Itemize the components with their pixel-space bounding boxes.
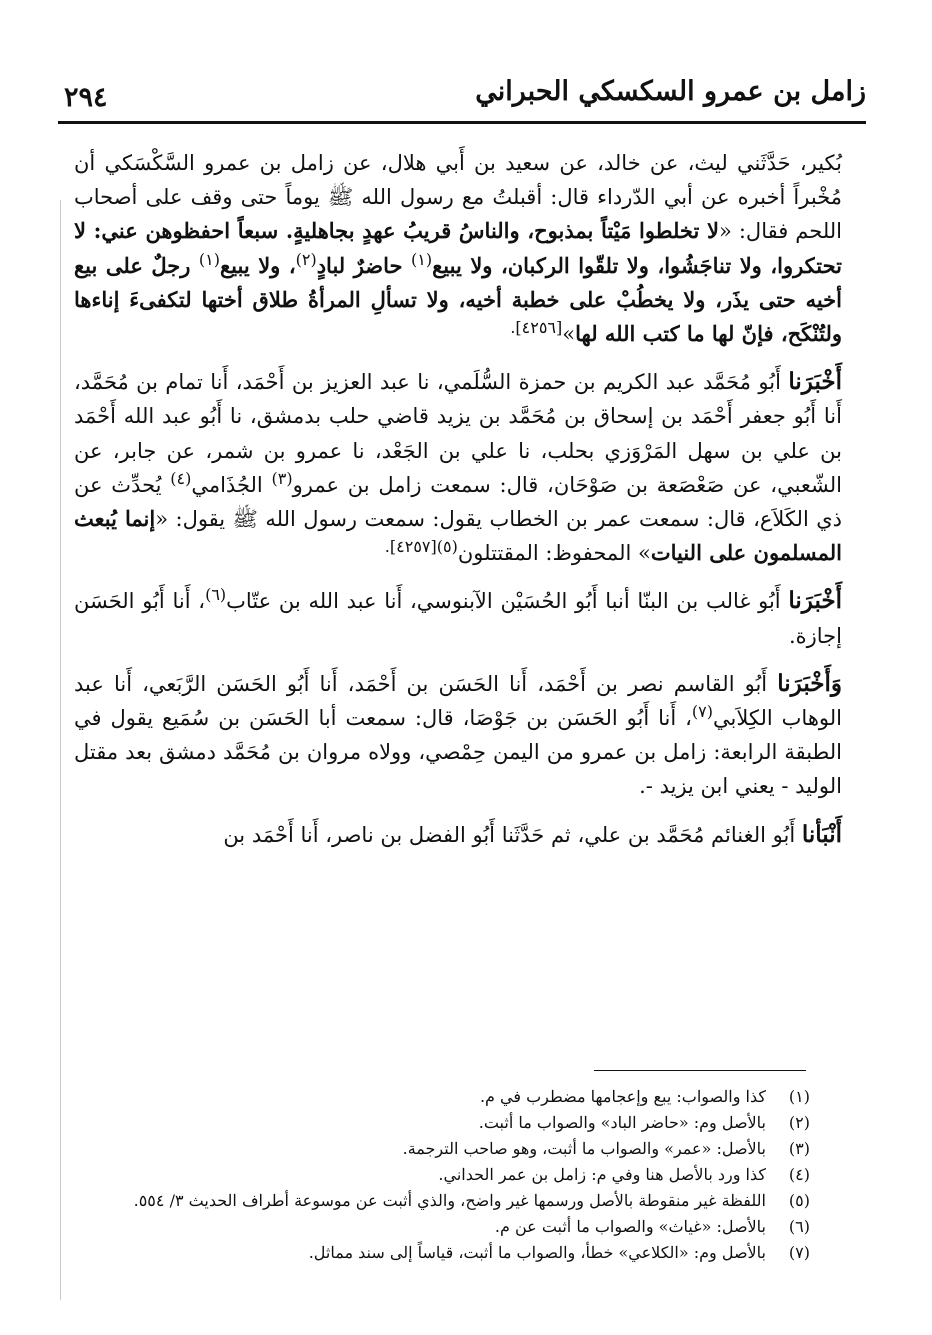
footnote — [90, 1110, 810, 1136]
footnote-text: بالأصل: «غياث» والصواب ما أثبت عن م. — [494, 1217, 766, 1236]
hadith-text: حاضرٌ لبادٍ — [316, 252, 412, 278]
footnote — [90, 1214, 810, 1240]
paragraph-text: يُحدِّث عن ذي الكَلاَع، قال: سمعت عمر بن الخطاب يقول: سمعت رسول الله ﷺ يقول: « — [74, 472, 842, 532]
isnad-lead: أَخْبَرَنا — [788, 368, 842, 396]
quote-close: » — [562, 322, 576, 347]
footnote-number: (٤) — [788, 1165, 810, 1184]
isnad-lead: أَنْبَأنا — [801, 820, 842, 848]
paragraph-2 — [74, 365, 842, 570]
paragraph-text: أَبُو الغنائم مُحَمَّد بن علي، ثم حَدَّثَنا أَبُو الفضل بن ناصر، أَنا أَحْمَد بن — [223, 822, 802, 847]
paragraph-text: الجُذَامي — [191, 472, 272, 497]
footnote-number: (٥) — [788, 1191, 810, 1210]
hadith-text: ، ولا يبيع — [220, 252, 296, 278]
footnote-ref: (٥) — [436, 537, 458, 557]
paragraph-text: ، أَنا أَبُو الحَسَن بن جَوْصَا، قال: سمعت أبا الحَسَن بن سُمَيع يقول في الطبقة الرابعة: زامل بن عمرو من اليمن حِمْصي، وولاه مروان بن مُحَمَّد دمشق بعد مقتل الوليد - يعني ابن يزيد -. — [74, 706, 842, 799]
footnote-number: (١) — [788, 1087, 810, 1106]
paragraph-3 — [74, 584, 842, 652]
footnote-ref: (١) — [411, 249, 433, 269]
footnote — [90, 1188, 810, 1214]
page-number: ٢٩٤ — [64, 82, 108, 113]
footnote-ref: (٣) — [271, 468, 293, 488]
footnote-separator — [594, 1070, 806, 1071]
main-text — [74, 146, 842, 866]
footnote-text: كذا ورد بالأصل هنا وفي م: زامل بن عمر الحداني. — [438, 1165, 766, 1184]
paragraph-text: أَبُو القاسم نصر بن أَحْمَد، أَنا الحَسَن بن أَحْمَد، أَنا أَبُو الحَسَن الرَّبَعي، أَنا عبد الوهاب الكِلاَبي — [74, 671, 842, 731]
isnad-lead: وَأَخْبَرَنا — [777, 669, 842, 697]
hadith-number: [٤٢٥٧]. — [384, 537, 437, 557]
footnote-number: (٣) — [788, 1139, 810, 1158]
footnote — [90, 1240, 810, 1266]
running-title: زامل بن عمرو السكسكي الحبراني — [475, 76, 866, 107]
footnote-text: اللفظة غير منقوطة بالأصل ورسمها غير واضح، والذي أثبت عن موسوعة أطراف الحديث ٣/ ٥٥٤. — [133, 1191, 766, 1210]
footnote-text: بالأصل وم: «الكلاعي» خطأ، والصواب ما أثبت، قياساً إلى سند مماثل. — [308, 1243, 766, 1262]
scan-margin-line — [60, 200, 61, 1300]
header-rule — [58, 121, 866, 124]
footnote-ref: (٢) — [295, 249, 317, 269]
hadith-text: لا تخلطوا مَيْتاً بمذبوح، والناسُ قريبُ عهدٍ بجاهليةٍ. سبعاً احفظوهن عني: لا تحتكروا، ولا تناجَشُوا، ولا تلقّوا الركبان، ولا يبيع — [74, 218, 843, 278]
footnote-number: (٦) — [788, 1217, 810, 1236]
footnote-ref: (١) — [198, 249, 220, 269]
footnote-text: بالأصل وم: «حاضر الباد» والصواب ما أثبت. — [478, 1113, 766, 1132]
paragraph-text: بُكير، حَدَّثَني ليث، عن خالد، عن سعيد بن أَبي هلال، عن زامل بن عمرو السَّكْسَكي أن مُخْبراً أخبره عن أبي الدّرداء قال: أقبلتُ مع رسول الله ﷺ يوماً حتى وقف على أصحاب اللحم فقال: « — [74, 151, 843, 244]
footnote — [90, 1084, 810, 1110]
footnote — [90, 1136, 810, 1162]
footnote-ref: (٤) — [170, 468, 192, 488]
hadith-number: [٤٢٥٦]. — [510, 318, 563, 338]
paragraph-text: » المحفوظ: المقتتلون — [457, 541, 651, 566]
paragraph-text: ، أَنا أَبُو الحَسَن إجازة. — [74, 589, 842, 648]
paragraph-5 — [74, 818, 842, 852]
footnote-number: (٢) — [788, 1113, 810, 1132]
hadith-text: رجلٌ على بيع أخيه حتى يذَر، ولا يخطُبْ على خطبة أخيه، ولا تسألِ المرأةُ طلاق أختها لتكفىءَ إناءها ولتُنْكَح، فإنّ لها ما كتب الله لها — [74, 252, 842, 347]
footnote-text: بالأصل: «عمر» والصواب ما أثبت، وهو صاحب الترجمة. — [402, 1139, 766, 1158]
footnotes — [90, 1084, 810, 1266]
footnote-number: (٧) — [788, 1243, 810, 1262]
isnad-lead: أَخْبَرَنا — [788, 587, 843, 615]
footnote-text: كذا والصواب: يبع وإعجامها مضطرب في م. — [479, 1087, 766, 1106]
paragraph-text: أَبُو غالب بن البنّا أنبا أَبُو الحُسَيْن الآبنوسي، أَنا عبد الله بن عتّاب — [226, 589, 789, 614]
footnote-ref: (٧) — [691, 702, 713, 722]
paragraph-text: أَبُو مُحَمَّد عبد الكريم بن حمزة السُّلَمي، نا عبد العزيز بن أَحْمَد، أَنا تمام بن مُحَمَّد، أَنا أَبُو جعفر أَحْمَد بن إسحاق بن مُحَمَّد بن يزيد قاضي حلب بدمشق، نا أَبُو عبد الله أَحْمَد بن علي بن سهل المَرْوَزي بحلب، نا علي بن الجَعْد، نا عمرو بن شمر، عن جابر، عن الشّعبي، عن صَعْصَعة بن صَوْحَان، قال: سمعت زامل بن عمرو — [74, 370, 843, 497]
paragraph-4 — [74, 667, 842, 804]
page-header — [58, 62, 866, 122]
paragraph-1 — [74, 146, 842, 351]
footnote-ref: (٦) — [205, 585, 227, 605]
footnote — [90, 1162, 810, 1188]
hadith-text: إنما يُبعث المسلمون على النيات — [74, 506, 842, 566]
